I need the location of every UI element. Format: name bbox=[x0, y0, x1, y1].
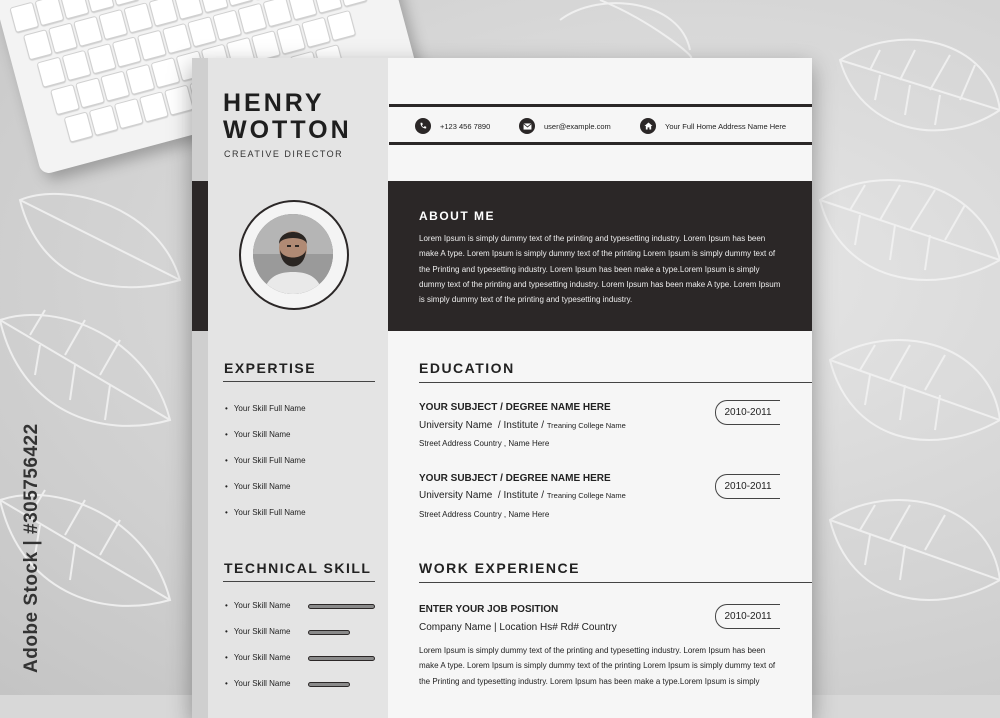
last-name: WOTTON bbox=[223, 116, 352, 144]
keyboard-key bbox=[75, 77, 105, 108]
keyboard-key bbox=[23, 29, 53, 60]
keyboard-key bbox=[73, 16, 103, 47]
email-text: user@example.com bbox=[544, 121, 611, 131]
resume-name bbox=[223, 90, 352, 144]
institution bbox=[419, 490, 626, 501]
education-date: 2010-2011 bbox=[715, 474, 780, 499]
contact-email bbox=[519, 118, 611, 134]
technical-skill-label: • Your Skill Name bbox=[225, 679, 290, 688]
work-description: Lorem Ipsum is simply dummy text of the printing and typesetting industry. Lorem Ipsum has been make A type. Lorem Ipsum is simply dummy text of the printing Lorem Ipsum is simply dummy text of the Printing and typesetting industry. Lorem Ipsum has been make a type.Lorem Ipsum is simply bbox=[419, 646, 776, 686]
mail-icon bbox=[519, 118, 535, 134]
keyboard-key bbox=[34, 0, 64, 26]
contact-phone bbox=[415, 118, 490, 134]
address-text: Your Full Home Address Name Here bbox=[665, 121, 787, 131]
university-name: University Name bbox=[419, 490, 493, 501]
expertise-title: EXPERTISE bbox=[224, 360, 317, 376]
work-date: 2010-2011 bbox=[715, 604, 780, 629]
expertise-item: • Your Skill Full Name bbox=[225, 456, 306, 465]
first-name: HENRY bbox=[223, 89, 325, 117]
keyboard-key bbox=[326, 10, 356, 41]
keyboard-key bbox=[48, 22, 78, 53]
keyboard-key bbox=[338, 0, 368, 7]
keyboard-key bbox=[62, 50, 92, 81]
keyboard-key bbox=[276, 23, 306, 54]
phone-text: +123 456 7890 bbox=[440, 121, 491, 131]
education-address: Street Address Country , Name Here bbox=[419, 439, 550, 448]
expertise-item: • Your Skill Full Name bbox=[225, 404, 306, 413]
keyboard-key bbox=[139, 91, 169, 122]
contact-rule-top bbox=[389, 104, 812, 107]
stock-watermark bbox=[2, 423, 42, 695]
keyboard-key bbox=[148, 0, 178, 27]
technical-skill-label: • Your Skill Name bbox=[225, 627, 290, 636]
technical-skill-label: • Your Skill Name bbox=[225, 601, 290, 610]
keyboard-key bbox=[212, 9, 242, 40]
degree-name: YOUR SUBJECT / DEGREE NAME HERE bbox=[419, 473, 611, 484]
keyboard-key bbox=[150, 57, 180, 88]
sidebar-stripe bbox=[192, 58, 208, 718]
technical-skill-bar bbox=[308, 656, 375, 661]
work-experience-title: WORK EXPERIENCE bbox=[419, 560, 580, 576]
college-name: Treaning College Name bbox=[546, 491, 626, 500]
keyboard-key bbox=[114, 98, 144, 129]
home-icon bbox=[640, 118, 656, 134]
institute-label: / Institute / bbox=[497, 420, 545, 431]
keyboard-key bbox=[100, 70, 130, 101]
keyboard-key bbox=[237, 3, 267, 34]
keyboard-key bbox=[98, 9, 128, 40]
about-title: ABOUT ME bbox=[419, 209, 495, 223]
profile-photo bbox=[253, 214, 333, 294]
technical-skill-bar bbox=[308, 630, 350, 635]
expertise-item: • Your Skill Name bbox=[225, 482, 290, 491]
education-title: EDUCATION bbox=[419, 360, 515, 376]
job-title: CREATIVE DIRECTOR bbox=[224, 149, 344, 159]
technical-skill-bar bbox=[308, 604, 375, 609]
institution bbox=[419, 420, 626, 431]
contact-address bbox=[640, 118, 786, 134]
keyboard-key bbox=[288, 0, 318, 21]
keyboard-key bbox=[89, 105, 119, 136]
phone-icon bbox=[415, 118, 431, 134]
education-address: Street Address Country , Name Here bbox=[419, 510, 550, 519]
watermark-text: Adobe Stock | #305756422 bbox=[21, 423, 42, 673]
company-name: Company Name | Location Hs# Rd# Country bbox=[419, 622, 617, 633]
keyboard-key bbox=[162, 23, 192, 54]
expertise-rule bbox=[223, 381, 375, 382]
education-rule bbox=[419, 382, 812, 383]
work-experience-rule bbox=[419, 582, 812, 583]
expertise-item: • Your Skill Name bbox=[225, 430, 290, 439]
contact-rule-bottom bbox=[389, 142, 812, 145]
keyboard-key bbox=[123, 2, 153, 33]
technical-skill-bar bbox=[308, 682, 350, 687]
keyboard-key bbox=[263, 0, 293, 27]
keyboard-key bbox=[174, 0, 204, 20]
institute-label: / Institute / bbox=[497, 490, 545, 501]
keyboard-key bbox=[301, 17, 331, 48]
technical-skill-label: • Your Skill Name bbox=[225, 653, 290, 662]
keyboard-key bbox=[9, 2, 39, 33]
keyboard-key bbox=[64, 111, 94, 142]
education-date: 2010-2011 bbox=[715, 400, 780, 425]
keyboard-key bbox=[187, 16, 217, 47]
job-position: ENTER YOUR JOB POSITION bbox=[419, 604, 559, 615]
expertise-item: • Your Skill Full Name bbox=[225, 508, 306, 517]
keyboard-key bbox=[60, 0, 90, 20]
keyboard-key bbox=[50, 84, 80, 115]
keyboard-key bbox=[137, 30, 167, 61]
keyboard-key bbox=[112, 36, 142, 67]
about-text: Lorem Ipsum is simply dummy text of the printing and typesetting industry. Lorem Ipsum has been make A type. Lorem Ipsum is simply dummy text of the printing Lorem Ipsum is simply dummy text of the Printing and typesetting industry. Lorem Ipsum has been make a type.Lorem Ipsum is simply dummy text of the printing and typesetting industry. Lorem Ipsum has been make A type. Lorem Ipsum is simply dummy text of the printing and typesetting industry. bbox=[419, 234, 781, 305]
keyboard-key bbox=[251, 30, 281, 61]
university-name: University Name bbox=[419, 420, 493, 431]
resume-page bbox=[192, 58, 812, 718]
college-name: Treaning College Name bbox=[546, 421, 626, 430]
keyboard-key bbox=[125, 64, 155, 95]
degree-name: YOUR SUBJECT / DEGREE NAME HERE bbox=[419, 402, 611, 413]
keyboard-key bbox=[36, 57, 66, 88]
technical-skill-rule bbox=[223, 581, 375, 582]
technical-skill-title: TECHNICAL SKILL bbox=[224, 560, 372, 576]
keyboard-key bbox=[164, 84, 194, 115]
keyboard-key bbox=[87, 43, 117, 74]
